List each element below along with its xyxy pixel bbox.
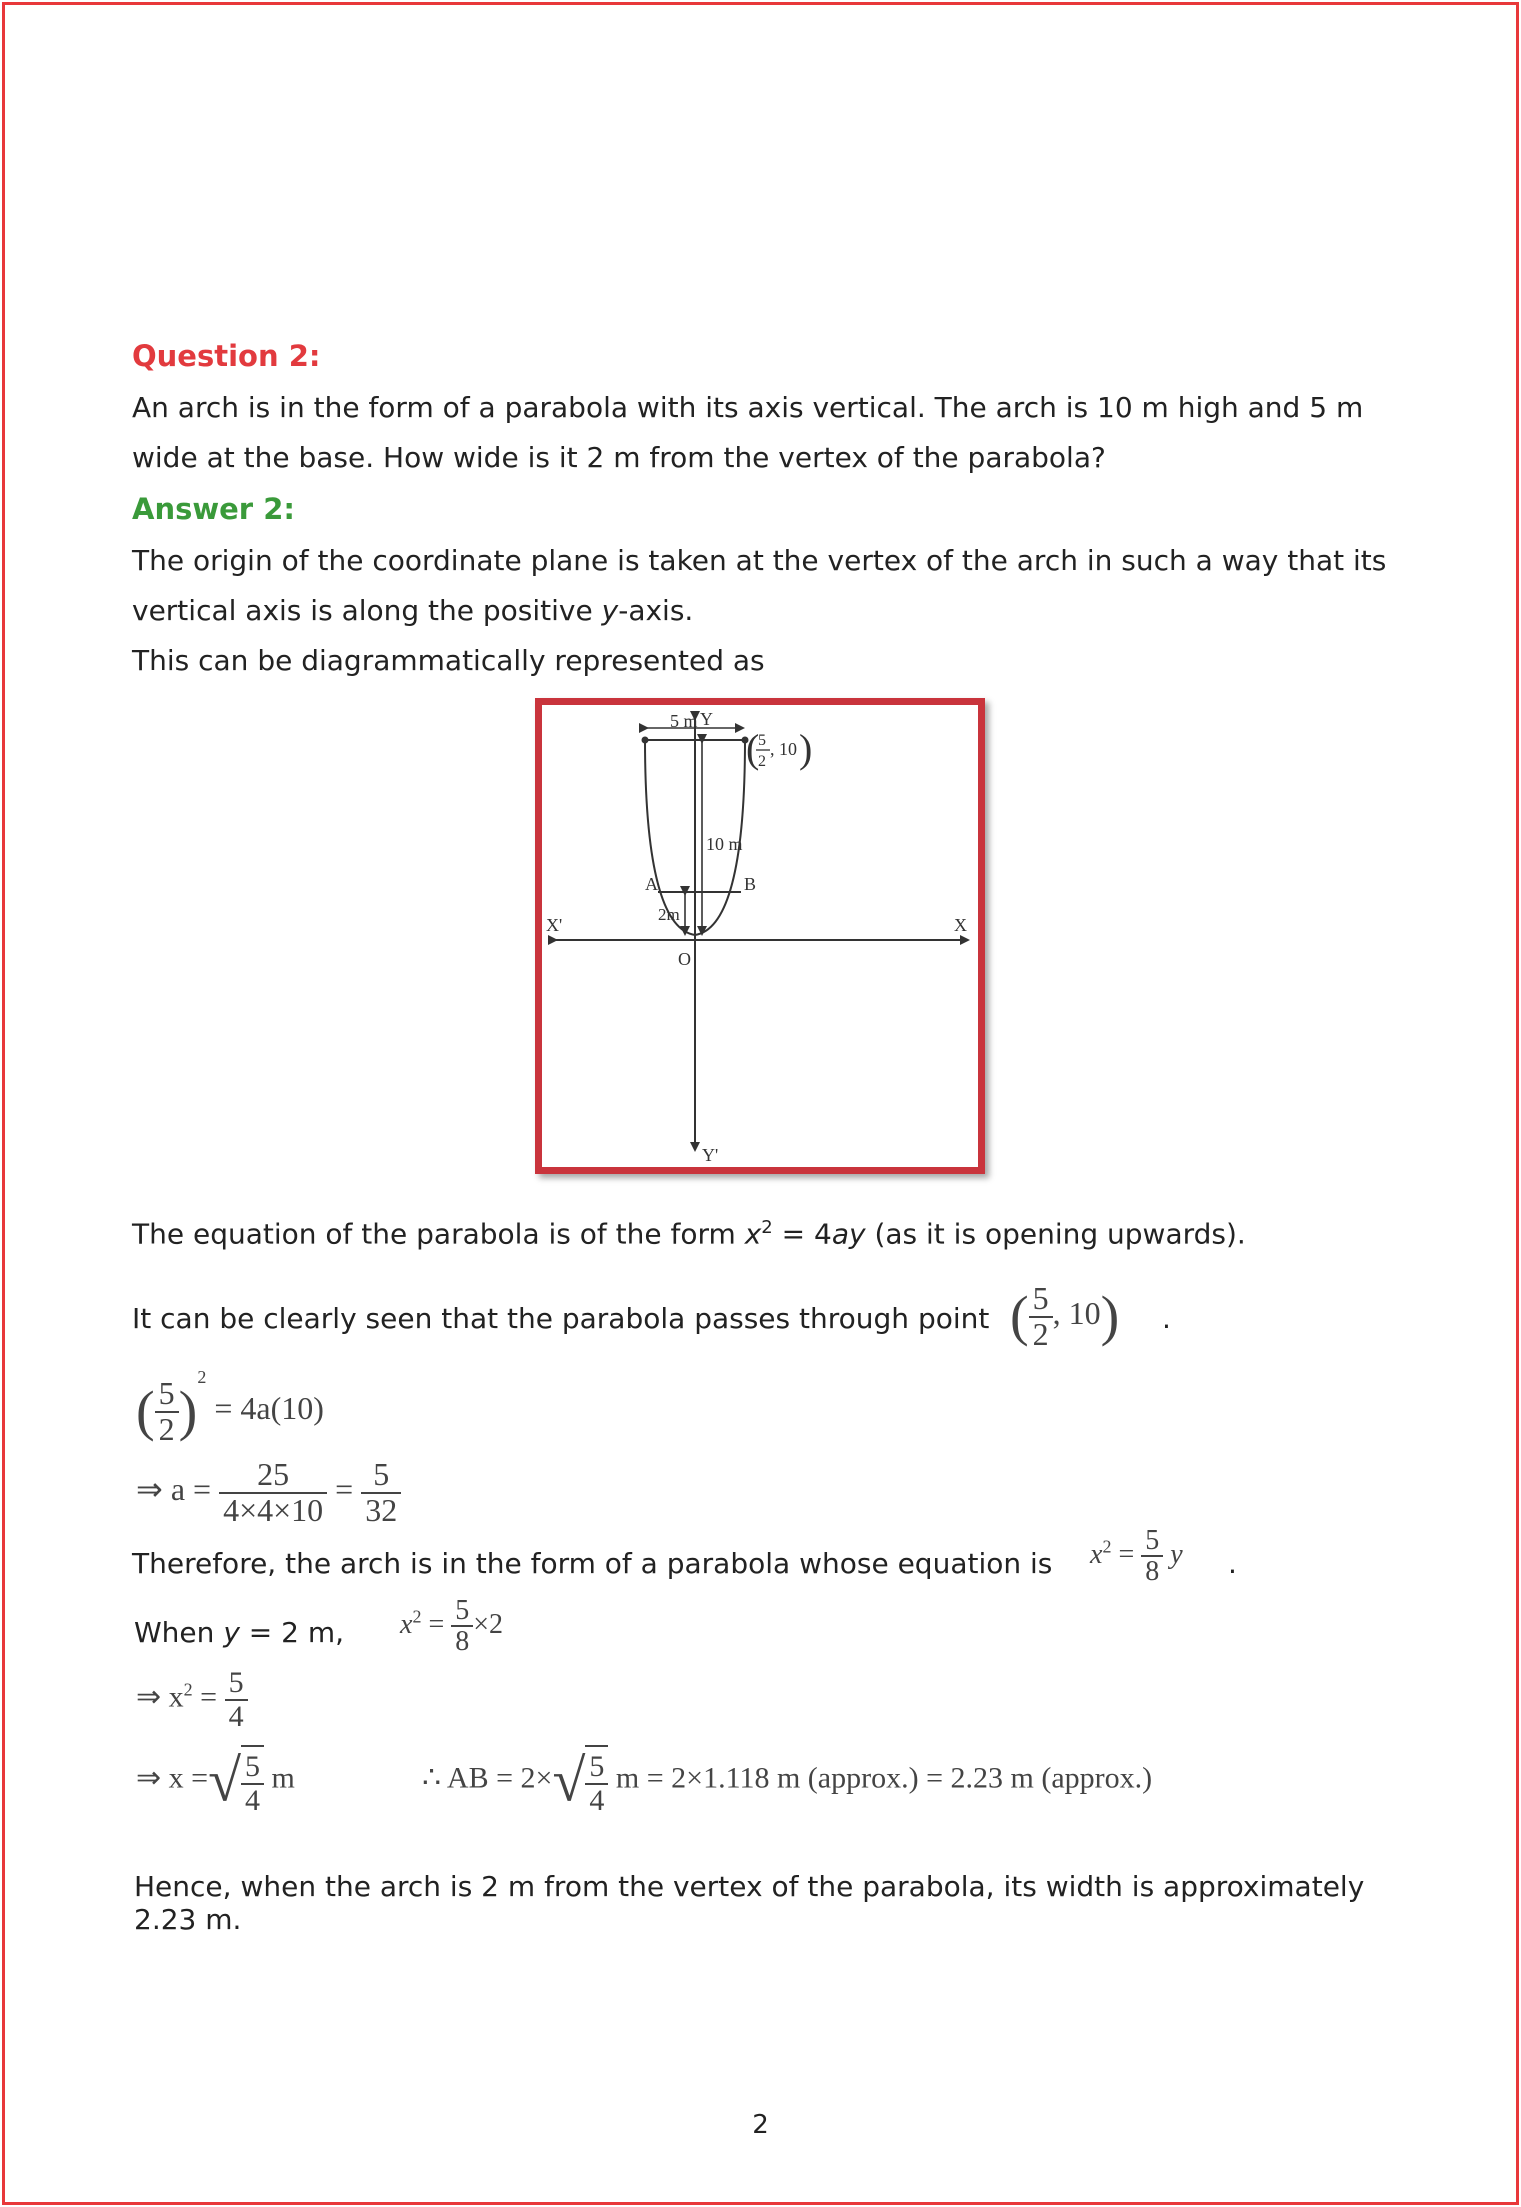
therefore-line: Therefore, the arch is in the form of a parabola whose equation is	[132, 1547, 1053, 1580]
question-line-2: wide at the base. How wide is it 2 m from the vertex of the parabola?	[132, 441, 1106, 474]
equation-x-squared: ⇒ $x^2$ = $\frac{5}{4}$	[136, 1667, 248, 1732]
when-equation: $x^2$ = $\frac{5}{8}$ ×2	[400, 1595, 504, 1658]
coord-num: 5	[758, 732, 766, 749]
page-number: 2	[752, 2110, 769, 2140]
parabola-equation: $x^2$ = $\frac{5}{8}$ y	[1090, 1525, 1183, 1588]
point-b-label: B	[744, 874, 757, 894]
conclusion-line-2: 2.23 m.	[134, 1903, 242, 1936]
height-label: 10 m	[706, 834, 743, 854]
question-heading: Question 2:	[132, 339, 321, 373]
svg-text:): )	[799, 726, 813, 771]
equation-solve-a: ⇒ a = $\frac{25}{4\times 4\times 10}$ = $\frac{5}{32}$	[136, 1458, 401, 1527]
ab-width-equation: ∴ AB = 2×√ $\frac{5}{4}$ m = 2×1.118 m (approx.) = 2.23 m (approx.)	[422, 1745, 1152, 1816]
answer-heading: Answer 2:	[132, 492, 295, 526]
equation-x-root: ⇒ x =√ $\frac{5}{4}$ m	[136, 1745, 295, 1816]
origin-label: O	[678, 949, 691, 969]
svg-text:(: (	[746, 726, 760, 771]
when-line: When y = 2 m,	[134, 1616, 345, 1649]
y-top-label: Y	[700, 709, 713, 729]
passes-line: It can be clearly seen that the parabola passes through point	[132, 1302, 990, 1335]
two-m-label: 2m	[658, 905, 680, 924]
point-a-label: A	[645, 874, 658, 894]
answer-line-1: The origin of the coordinate plane is taken at the vertex of the arch in such a way that its	[132, 544, 1387, 577]
coord-y: , 10	[770, 739, 797, 759]
coord-den: 2	[758, 753, 766, 770]
question-line-1: An arch is in the form of a parabola with its axis vertical. The arch is 10 m high and 5 m	[132, 391, 1364, 424]
point-five-halves-ten: ( $\frac{5}{2}$ , 10)	[1010, 1280, 1120, 1352]
parabola-diagram	[535, 698, 985, 1174]
answer-line-2: vertical axis is along the positive y-axis.	[132, 594, 694, 627]
answer-line-3: This can be diagrammatically represented as	[132, 644, 765, 677]
equation-step-1: ( $\frac{5}{2}$ )$^2$ = 4a(10)	[136, 1367, 324, 1447]
x-right-label: X	[954, 915, 967, 935]
equation-form-line: The equation of the parabola is of the form $x^2 = 4ay$ (as it is opening upwards).	[132, 1217, 1246, 1251]
width-label: 5 m	[670, 711, 698, 731]
y-bottom-label: Y'	[702, 1145, 719, 1165]
x-left-label: X'	[546, 915, 563, 935]
conclusion-line-1: Hence, when the arch is 2 m from the vertex of the parabola, its width is approximately	[134, 1870, 1365, 1903]
therefore-end: .	[1228, 1547, 1237, 1580]
passes-end: .	[1162, 1302, 1171, 1335]
